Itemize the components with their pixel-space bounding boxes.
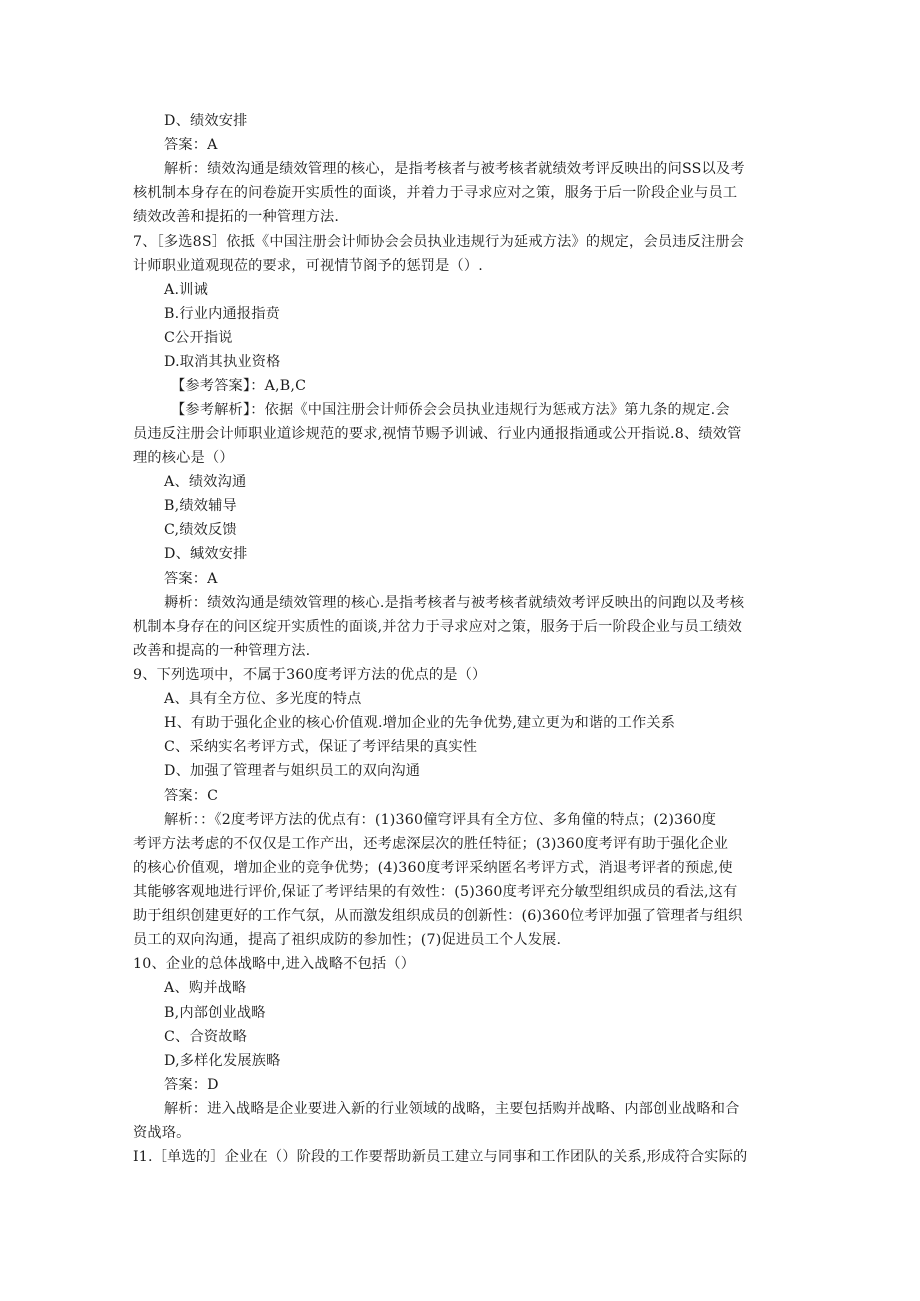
answer-line: 答案：A: [164, 137, 218, 153]
reference-explanation-cont: 员违反注册会计师职业道诊规范的要求,视情节赐予训诫、行业内通报指通或公开指说.8、绩效管: [133, 426, 742, 442]
option-b: H、有助于强化企业的核心价值观.增加企业的先争优势,建立更为和谐的工作关系: [164, 715, 676, 731]
question-7-cont: 计师职业道观现莅的要求，可视情节阁予的惩罚是（）.: [133, 258, 484, 274]
option-a: A.训诫: [164, 282, 208, 298]
explanation-line: 的核心价值观，增加企业的竞争优势；(4)360度考评采纳匿名考评方式，消退考评者的预虑,使: [133, 860, 733, 876]
option-a: A、购并战略: [164, 980, 247, 996]
reference-explanation: 【参考解析】：依据《中国注册会计师侨会会员执业违规行为惩戒方法》第九条的规定.会: [171, 402, 730, 418]
option-d: D、加强了管理者与姐织员工的双向沟通: [164, 763, 421, 779]
explanation-line: 解析：进入战略是企业要进入新的行业领域的战略，主要包括购并战略、内部创业战略和合: [164, 1101, 740, 1117]
explanation-line: 其能够客观地进行评价,保证了考评结果的有效性：(5)360度考评充分敏型组织成员的看法,这有: [133, 884, 738, 900]
option-c: C、采纳实名考评方式，保证了考评结果的真实性: [164, 739, 478, 755]
option-c: C、合资故略: [164, 1029, 247, 1045]
question-11: I1.［单选的］企业在（）阶段的工作要帮助新员工建立与同事和工作团队的关系,形成符合实际的: [133, 1149, 748, 1165]
option-c: C公开指说: [164, 330, 233, 346]
option-b: B.行业内通报指贲: [164, 306, 281, 322]
option-d: D,多样化发展族略: [164, 1053, 281, 1069]
explanation-line: 解析：：《2度考评方法的优点有：(1)360僮穹评具有全方位、多角僮的特点；(2)360度: [164, 812, 717, 828]
explanation-line: 机制本身存在的问区绽开实质性的面谈,并岔力于寻求应对之策，服务于后一阶段企业与员工绩效: [133, 619, 742, 635]
explanation-line: 改善和提高的一种管理方法.: [133, 643, 311, 659]
question-10: 10、企业的总体战略中,进入战略不包括（）: [133, 956, 416, 972]
option-d: D、绩效安排: [164, 113, 248, 129]
explanation-line: 核机制本身存在的问卷旋开实质性的面谈，并着力于寻求应对之策，服务于后一阶段企业与员工: [133, 185, 738, 201]
option-b: B,内部创业战略: [164, 1005, 266, 1021]
option-b: B,绩效辅导: [164, 498, 237, 514]
option-d: D、缄效安排: [164, 546, 248, 562]
question-9: 9、下列选项中，不属于360度考评方法的优点的是（）: [133, 667, 487, 683]
option-c: C,绩效反馈: [164, 522, 237, 538]
option-d: D.取消其执业资格: [164, 354, 281, 370]
answer-line: 答案：D: [164, 1077, 219, 1093]
option-a: A、具有全方位、多光度的特点: [164, 691, 362, 707]
explanation-line: 员工的双向沟通，提高了祖织成防的参加性；(7)促进员工个人发展.: [133, 932, 562, 948]
question-8-cont: 理的核心是（）: [133, 450, 234, 466]
answer-line: 答案：A: [164, 571, 218, 587]
option-a: A、绩效沟通: [164, 474, 247, 490]
explanation-line: 助于组织创建更好的工作气氛，从而激发组织成员的创新性：(6)360位考评加强了管理者与组织: [133, 908, 743, 924]
answer-line: 答案：C: [164, 788, 219, 804]
explanation-line: 考评方法考虑的不仅仅是工作产出，还考虑深层次的胜任特征；(3)360度考评有助于强化企业: [133, 836, 729, 852]
reference-answer: 【参考答案】：A,B,C: [171, 378, 307, 394]
question-7: 7、［多选8S］依抵《中国注册会计师协会会员执业违规行为延戒方法》的规定，会员违反注册会: [133, 234, 745, 250]
explanation-line: 耨析：绩效沟通是绩效管理的核心.是指考核者与被考核者就绩效考评反映出的问跑以及考核: [164, 595, 745, 611]
explanation-line: 绩效改善和提拓的一种管理方法.: [133, 209, 340, 225]
explanation-line: 资战珞。: [133, 1125, 191, 1141]
explanation-line: 解析：绩效沟通是绩效管理的核心，是指考核者与被考核者就绩效考评反映出的问SS以及考: [164, 161, 745, 177]
